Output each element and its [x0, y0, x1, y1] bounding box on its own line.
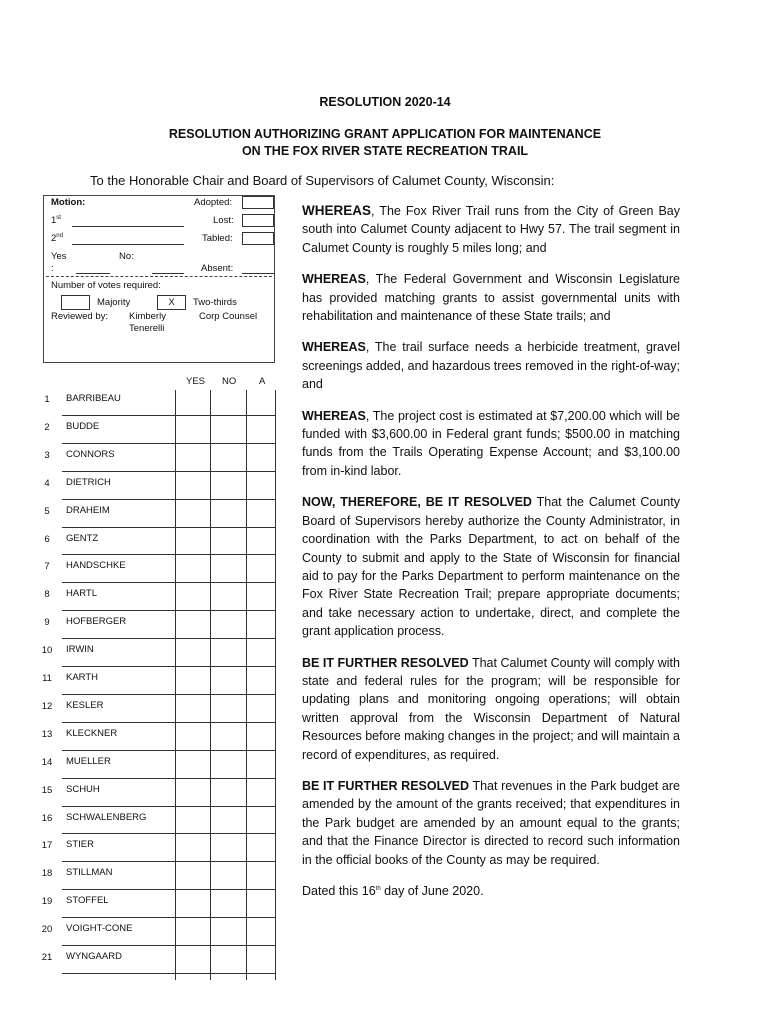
- row-number: 20: [41, 924, 53, 936]
- supervisor-name: BARRIBEAU: [66, 393, 121, 404]
- row-number: 1: [44, 394, 50, 405]
- dated-line: Dated this 16th day of June 2020.: [302, 884, 484, 898]
- table-row[interactable]: [62, 806, 276, 807]
- supervisor-name: KARTH: [66, 672, 99, 683]
- motion-divider: [46, 276, 272, 277]
- row-number: 6: [44, 533, 50, 545]
- row-number: 7: [44, 561, 50, 573]
- supervisor-name: HOFBERGER: [66, 616, 127, 628]
- intro-line: To the Honorable Chair and Board of Supervisors of Calumet County, Wisconsin:: [90, 173, 555, 188]
- supervisor-name: DIETRICH: [66, 476, 111, 488]
- supervisor-name: CONNORS: [66, 448, 115, 460]
- supervisor-name: KLECKNER: [66, 727, 118, 739]
- two-thirds-checkbox[interactable]: X: [157, 295, 186, 310]
- row-number: 5: [44, 505, 50, 517]
- paragraph-whereas-3: WHEREAS, The trail surface needs a herbicide treatment, gravel screenings added, and hazardous trees removed in the right-of-way; and: [302, 340, 680, 392]
- table-row[interactable]: [62, 694, 276, 695]
- table-row[interactable]: [62, 415, 276, 416]
- table-row[interactable]: [62, 945, 276, 946]
- supervisor-name: HANDSCHKE: [66, 560, 126, 572]
- majority-label: Majority: [97, 297, 131, 308]
- motion-box: [43, 195, 275, 363]
- table-row[interactable]: [62, 973, 276, 974]
- column-divider: [275, 390, 276, 980]
- first-line[interactable]: [72, 226, 184, 227]
- supervisor-name: HARTL: [66, 588, 97, 600]
- yes-line[interactable]: [76, 273, 110, 274]
- no-label: No:: [119, 251, 134, 262]
- title-line-2: ON THE FOX RIVER STATE RECREATION TRAIL: [241, 144, 529, 158]
- supervisor-name: STOFFEL: [66, 895, 109, 907]
- reviewed-by-label: Reviewed by:: [51, 311, 109, 322]
- row-number: 10: [41, 645, 53, 657]
- supervisor-name: KESLER: [66, 699, 104, 711]
- supervisor-name: WYNGAARD: [66, 951, 122, 962]
- resolution-number: RESOLUTION 2020-14: [319, 95, 451, 109]
- table-row[interactable]: [62, 666, 276, 667]
- table-row[interactable]: [62, 443, 276, 444]
- column-divider: [246, 390, 247, 980]
- reviewer-last-name: Tenerelli: [129, 323, 165, 334]
- row-number: 21: [41, 952, 53, 963]
- absent-line[interactable]: [242, 273, 274, 274]
- supervisor-name: GENTZ: [66, 532, 99, 544]
- row-number: 12: [41, 700, 53, 712]
- adopted-box[interactable]: [242, 196, 274, 209]
- row-number: 18: [41, 868, 53, 880]
- title-line-1: RESOLUTION AUTHORIZING GRANT APPLICATION FOR MAINTENANCE: [168, 127, 602, 141]
- motion-label: Motion:: [51, 197, 86, 208]
- supervisor-name: STIER: [66, 839, 94, 851]
- no-line[interactable]: [152, 273, 184, 274]
- row-number: 16: [41, 812, 53, 824]
- header-yes: YES: [186, 376, 206, 387]
- row-number: 11: [42, 673, 52, 684]
- paragraph-further-resolved-1: BE IT FURTHER RESOLVED That Calumet County will comply with state and federal rules for the program; will be responsible for updating plans and monitoring ongoing operations; will obtain written approval from the Wisconsin Department of Natural Resources before making changes in the project; and will maintain a record of expenditures, as required.: [302, 655, 680, 762]
- paragraph-whereas-4: WHEREAS, The project cost is estimated at $7,200.00 which will be funded with $3,600.00 in Federal grant funds; $500.00 in matching funds from the Trails Operating Expense Account; and $3,100.00 from in-kind labor.: [302, 408, 680, 478]
- table-row[interactable]: [62, 554, 276, 555]
- row-number: 17: [41, 840, 53, 852]
- paragraph-resolved: NOW, THEREFORE, BE IT RESOLVED That the Calumet County Board of Supervisors hereby authorize the County Administrator, in coordination with the Parks Department, to act on behalf of the County to submit and apply to the State of Wisconsin for financial aid to pay for the Parks Department to perform maintenance on the Fox River State Recreation Trail; prepare appropriate documents; and take necessary action to undertake, direct, and complete the grant application process.: [302, 495, 680, 639]
- supervisor-name: DRAHEIM: [66, 504, 110, 516]
- header-absent: A: [259, 376, 266, 387]
- table-row[interactable]: [62, 499, 276, 500]
- row-number: 15: [41, 784, 53, 796]
- adopted-label: Adopted:: [194, 197, 233, 208]
- paragraph-whereas-1: WHEREAS, The Fox River Trail runs from the City of Green Bay south into Calumet County adjacent to Hwy 57. The trail segment in Calumet County is roughly 5 miles long; and: [302, 203, 680, 255]
- yes-label: Yes: [51, 251, 67, 262]
- supervisor-name: MUELLER: [66, 755, 111, 767]
- row-number: 8: [44, 589, 50, 601]
- tabled-label: Tabled:: [202, 233, 233, 244]
- paragraph-further-resolved-2: BE IT FURTHER RESOLVED That revenues in the Park budget are amended by the amount of the grants received; that expenditures in the Park budget are amended by an amount equal to the grants; and that the Finance Director is directed to record such information in the official books of the County as may be required.: [302, 778, 680, 867]
- supervisor-name: IRWIN: [66, 644, 94, 656]
- first-label: 1st: [51, 214, 61, 226]
- row-number: 19: [41, 896, 53, 908]
- table-row[interactable]: [62, 722, 276, 723]
- column-divider: [175, 390, 176, 980]
- table-row[interactable]: [62, 610, 276, 611]
- column-divider: [210, 390, 211, 980]
- votes-required-label: Number of votes required:: [51, 280, 161, 291]
- reviewer-title: Corp Counsel: [199, 311, 258, 322]
- table-row[interactable]: [62, 778, 276, 779]
- second-line[interactable]: [72, 244, 184, 245]
- majority-checkbox[interactable]: [61, 295, 90, 310]
- table-row[interactable]: [62, 750, 276, 751]
- two-thirds-label: Two-thirds: [193, 297, 237, 308]
- table-row[interactable]: [62, 861, 276, 862]
- table-row[interactable]: [62, 471, 276, 472]
- table-row[interactable]: [62, 833, 276, 834]
- row-number: 4: [44, 477, 50, 489]
- supervisor-name: VOIGHT-CONE: [66, 923, 133, 935]
- table-row[interactable]: [62, 638, 276, 639]
- second-label: 2nd: [51, 232, 63, 244]
- supervisor-name: STILLMAN: [66, 867, 113, 879]
- resolution-body: [302, 202, 680, 913]
- supervisor-name: BUDDE: [66, 420, 100, 432]
- table-row[interactable]: [62, 527, 276, 528]
- reviewer-first-name: Kimberly: [129, 311, 166, 322]
- table-row[interactable]: [62, 917, 276, 918]
- vote-table: [38, 368, 278, 980]
- row-number: 9: [44, 617, 50, 629]
- lost-label: Lost:: [213, 215, 234, 226]
- lost-box[interactable]: [242, 214, 274, 227]
- table-row[interactable]: [62, 582, 276, 583]
- tabled-box[interactable]: [242, 232, 274, 245]
- supervisor-name: SCHWALENBERG: [66, 811, 147, 823]
- absent-label: Absent:: [201, 263, 234, 274]
- row-number: 3: [44, 449, 50, 461]
- supervisor-name: SCHUH: [66, 783, 100, 795]
- row-number: 13: [41, 728, 53, 740]
- yes-colon: :: [51, 263, 54, 274]
- row-number: 2: [44, 421, 50, 433]
- row-number: 14: [41, 756, 53, 768]
- paragraph-whereas-2: WHEREAS, The Federal Government and Wisconsin Legislature has provided matching grants to assist governmental units with rehabilitation and maintenance of these State trails; and: [302, 272, 680, 324]
- header-no: NO: [222, 376, 237, 387]
- table-row[interactable]: [62, 889, 276, 890]
